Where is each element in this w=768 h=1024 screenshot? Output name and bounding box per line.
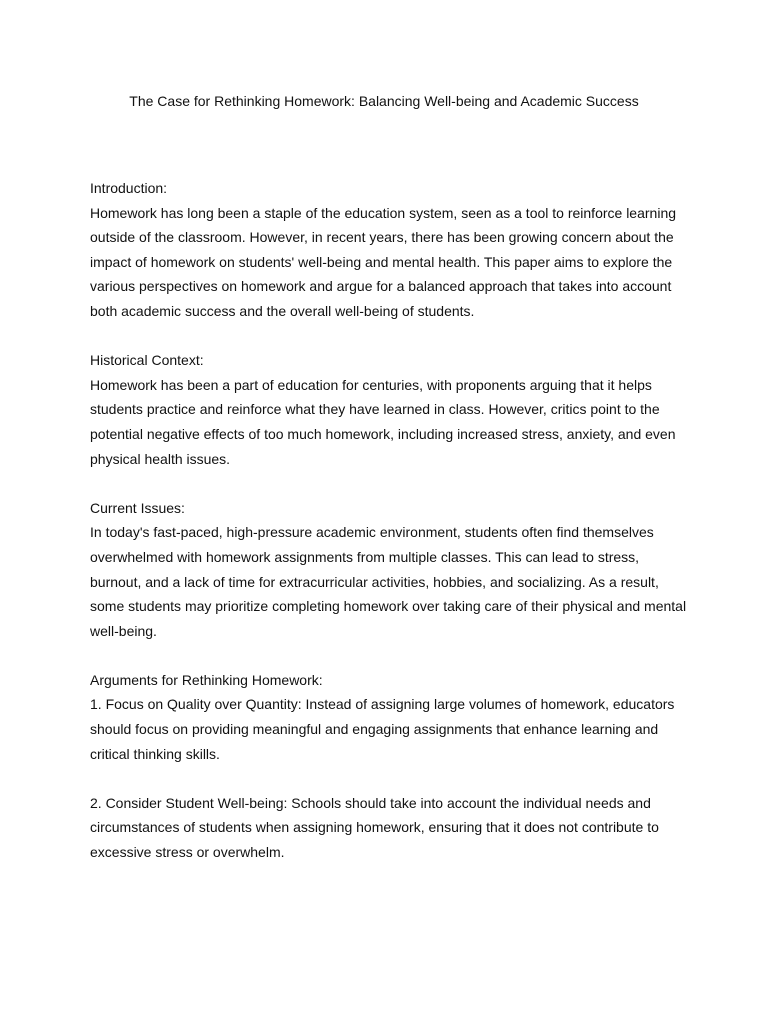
paragraph xyxy=(90,692,690,766)
text-line: 1. Focus on Quality over Quantity: Instead of assigning large volumes of homework, educators xyxy=(90,696,675,713)
document-section xyxy=(90,348,690,471)
text-line: should focus on providing meaningful and engaging assignments that enhance learning and xyxy=(90,721,659,738)
paragraph xyxy=(90,373,690,471)
text-line: various perspectives on homework and argue for a balanced approach that takes into account xyxy=(90,278,672,295)
text-line: Homework has been a part of education for centuries, with proponents arguing that it helps xyxy=(90,376,652,393)
text-line: both academic success and the overall well-being of students. xyxy=(90,302,475,319)
text-line: Homework has long been a staple of the education system, seen as a tool to reinforce learning xyxy=(90,204,677,221)
section-heading: Introduction: xyxy=(90,180,168,196)
document-body xyxy=(90,176,690,889)
text-line: potential negative effects of too much homework, including increased stress, anxiety, and even xyxy=(90,425,676,442)
section-heading: Arguments for Rethinking Homework: xyxy=(90,671,323,688)
text-line: critical thinking skills. xyxy=(90,745,220,762)
text-line: 2. Consider Student Well-being: Schools should take into account the individual needs and xyxy=(90,794,651,811)
section-heading: Historical Context: xyxy=(90,352,204,369)
text-line: circumstances of students when assigning homework, ensuring that it does not contribute to xyxy=(90,819,659,836)
text-line: students practice and reinforce what they have learned in class. However, critics point to the xyxy=(90,401,660,418)
text-line: outside of the classroom. However, in recent years, there has been growing concern about the xyxy=(90,229,674,246)
paragraph xyxy=(90,520,690,643)
text-line: physical health issues. xyxy=(90,450,231,467)
paragraph xyxy=(90,201,690,324)
document-title: The Case for Rethinking Homework: Balancing Well-being and Academic Success xyxy=(129,93,639,109)
document-section xyxy=(90,176,690,324)
text-line: some students may prioritize completing homework over taking care of their physical and mental xyxy=(90,598,687,615)
document-section xyxy=(90,668,690,865)
document-section xyxy=(90,496,690,644)
text-line: excessive stress or overwhelm. xyxy=(90,844,285,861)
text-line: impact of homework on students' well-being and mental health. This paper aims to explore the xyxy=(90,253,673,270)
text-line: overwhelmed with homework assignments from multiple classes. This can lead to stress, xyxy=(90,548,640,565)
text-line: well-being. xyxy=(90,622,157,639)
text-line: burnout, and a lack of time for extracurricular activities, hobbies, and socializing. As a result, xyxy=(90,573,659,590)
section-heading: Current Issues: xyxy=(90,499,185,516)
paragraph xyxy=(90,791,690,865)
text-line: In today's fast-paced, high-pressure academic environment, students often find themselves xyxy=(90,524,654,541)
